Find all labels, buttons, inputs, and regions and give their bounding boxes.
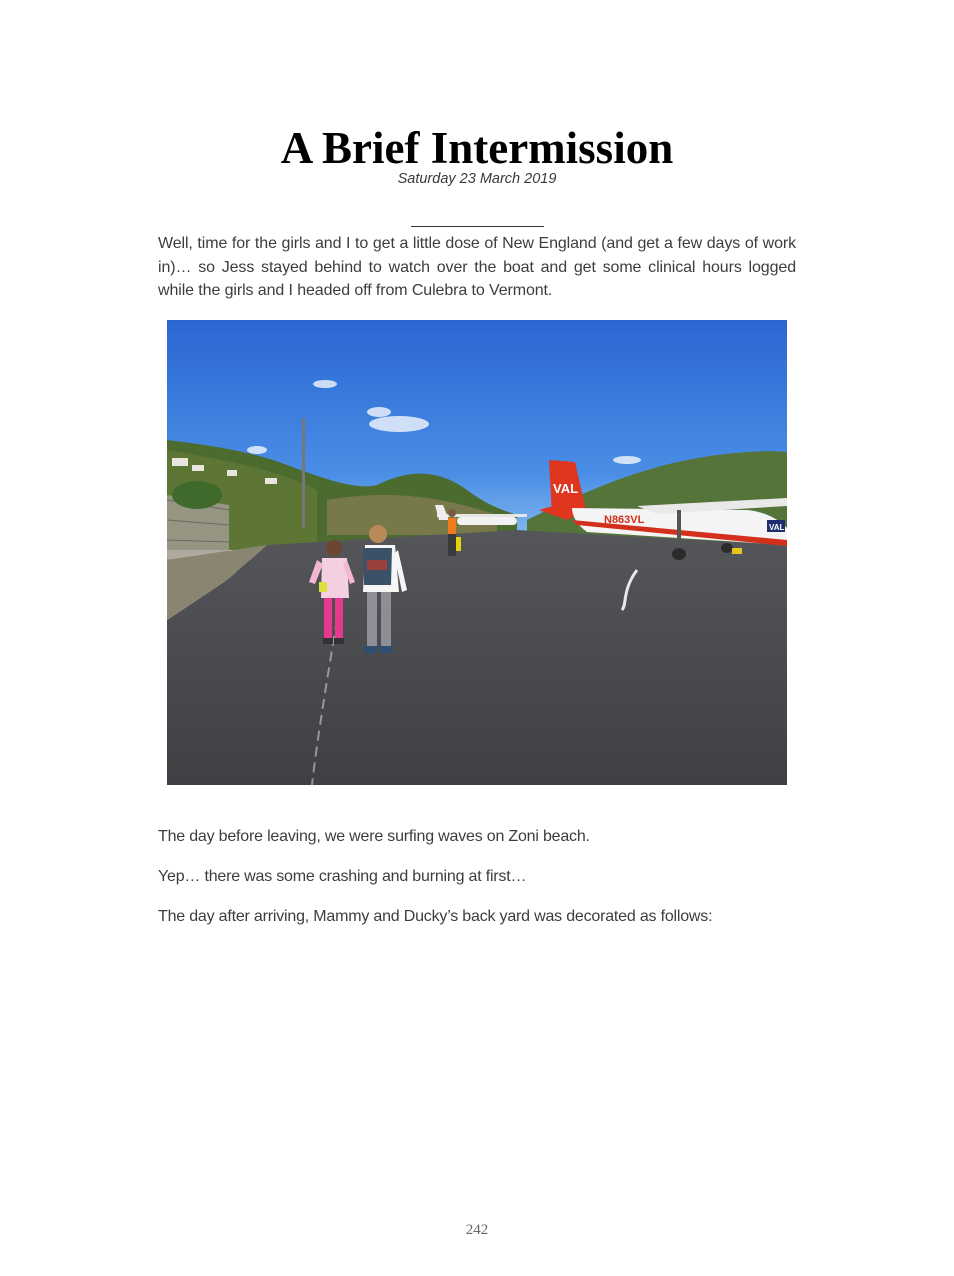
tail-logo: VAL — [553, 481, 579, 496]
page-title: A Brief Intermission — [280, 123, 674, 173]
paragraph-backyard: The day after arriving, Mammy and Ducky’s back yard was decorated as follows: — [158, 908, 713, 925]
airport-photo — [167, 320, 787, 785]
paragraph-surfing: The day before leaving, we were surfing waves on Zoni beach. — [158, 828, 590, 845]
paragraph-crashing: Yep… there was some crashing and burning at first… — [158, 868, 527, 885]
tarmac — [167, 530, 787, 785]
paragraph-intro: Well, time for the girls and I to get a little dose of New England (and get a few days of work in)… so Jess stayed behind to watch over the boat and get some clinical hours logged while the girls and I headed off from Culebra to Vermont. — [158, 235, 796, 300]
title-divider — [411, 226, 544, 227]
plane-registration: N863VL — [604, 514, 645, 526]
post-date: Saturday 23 March 2019 — [397, 171, 557, 187]
page-number: 242 — [465, 1222, 489, 1238]
second-plane-logo: VAL — [769, 523, 785, 532]
light-pole — [302, 418, 305, 528]
